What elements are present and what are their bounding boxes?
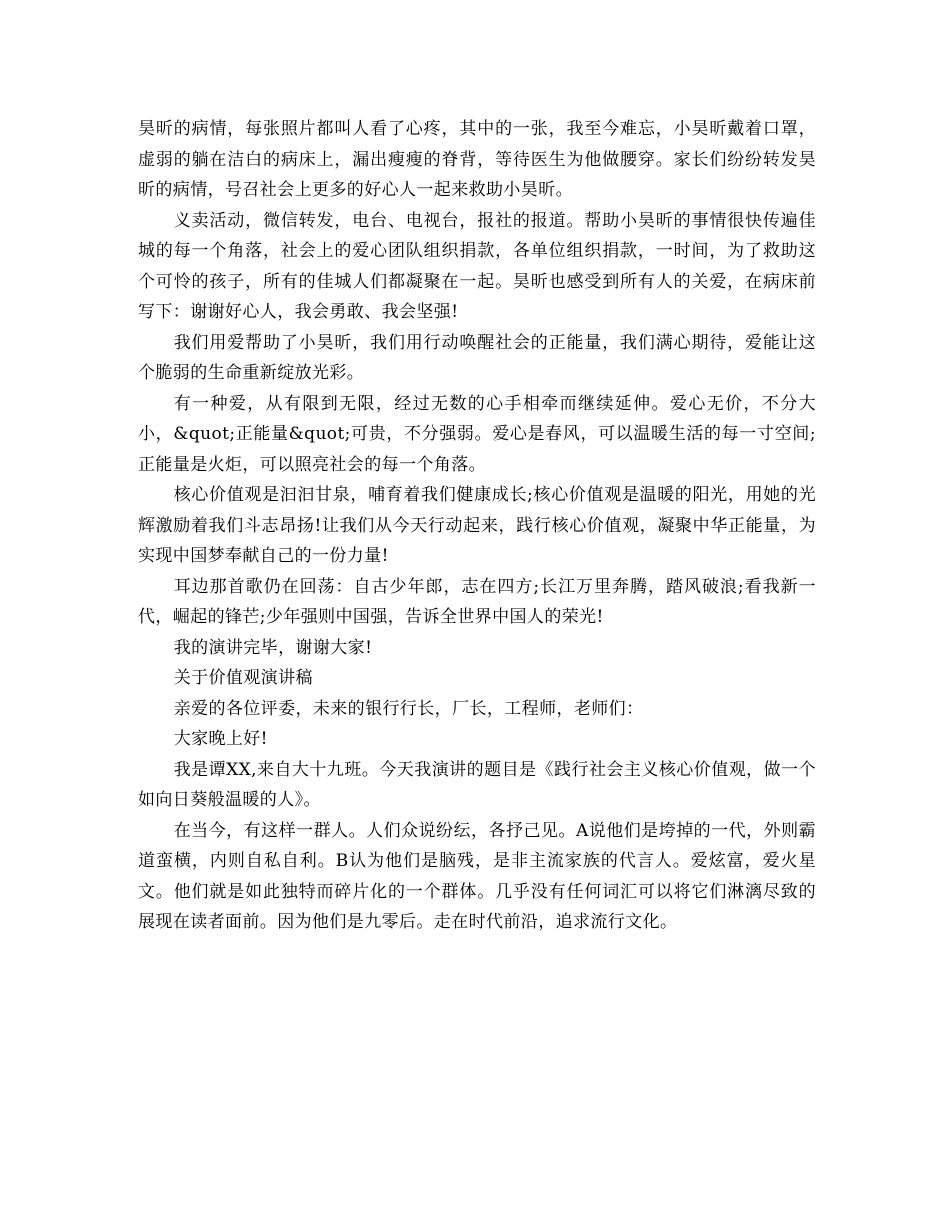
paragraph-4: 有一种爱，从有限到无限，经过无数的心手相牵而继续延伸。爱心无价，不分大小，&quot;正能量&quot;可贵，不分强弱。爱心是春风，可以温暖生活的每一寸空间;正能量是火炬，可以照亮社会的每一个角落。 [138,393,816,475]
greeting: 大家晚上好! [173,729,268,749]
salutation: 亲爱的各位评委，未来的银行行长，厂长，工程师，老师们： [173,698,644,719]
paragraph-12: 在当今，有这样一群人。人们众说纷纭，各抒己见。A说他们是垮掉的一代，外则霸道蛮横，内则自私自利。B认为他们是脑残，是非主流家族的代言人。爱炫富，爱火星文。他们就是如此独特而碎片化的一个群体。几乎没有任何词汇可以将它们淋漓尽致的展现在读者面前。因为他们是九零后。走在时代前沿，追求流行文化。 [138,820,816,932]
document-body [138,114,816,938]
paragraph-1: 昊昕的病情，每张照片都叫人看了心疼，其中的一张，我至今难忘，小昊昕戴着口罩，虚弱的躺在洁白的病床上，漏出瘦瘦的脊背，等待医生为他做腰穿。家长们纷纷转发昊昕的病情，号召社会上更多的好心人一起来救助小昊昕。 [138,119,816,200]
paragraph-6: 耳边那首歌仍在回荡：自古少年郎，志在四方;长江万里奔腾，踏风破浪;看我新一代，崛起的锋芒;少年强则中国强，告诉全世界中国人的荣光! [138,576,816,627]
paragraph-5: 核心价值观是汩汩甘泉，哺育着我们健康成长;核心价值观是温暖的阳光，用她的光辉激励着我们斗志昂扬!让我们从今天行动起来，践行核心价值观，凝聚中华正能量，为实现中国梦奉献自己的一份力量! [138,485,816,566]
paragraph-11: 我是谭XX,来自大十九班。今天我演讲的题目是《践行社会主义核心价值观，做一个如向日葵般温暖的人》。 [138,759,816,810]
paragraph-7: 我的演讲完毕，谢谢大家! [173,637,373,658]
section-title: 关于价值观演讲稿 [173,668,313,688]
paragraph-2: 义卖活动，微信转发，电台、电视台，报社的报道。帮助小昊昕的事情很快传遍佳城的每一个角落，社会上的爱心团队组织捐款，各单位组织捐款，一时间，为了救助这个可怜的孩子，所有的佳城人们都凝聚在一起。昊昕也感受到所有人的关爱，在病床前写下：谢谢好心人，我会勇敢、我会坚强! [138,210,816,322]
paragraph-3: 我们用爱帮助了小昊昕，我们用行动唤醒社会的正能量，我们满心期待，爱能让这个脆弱的生命重新绽放光彩。 [138,332,816,383]
